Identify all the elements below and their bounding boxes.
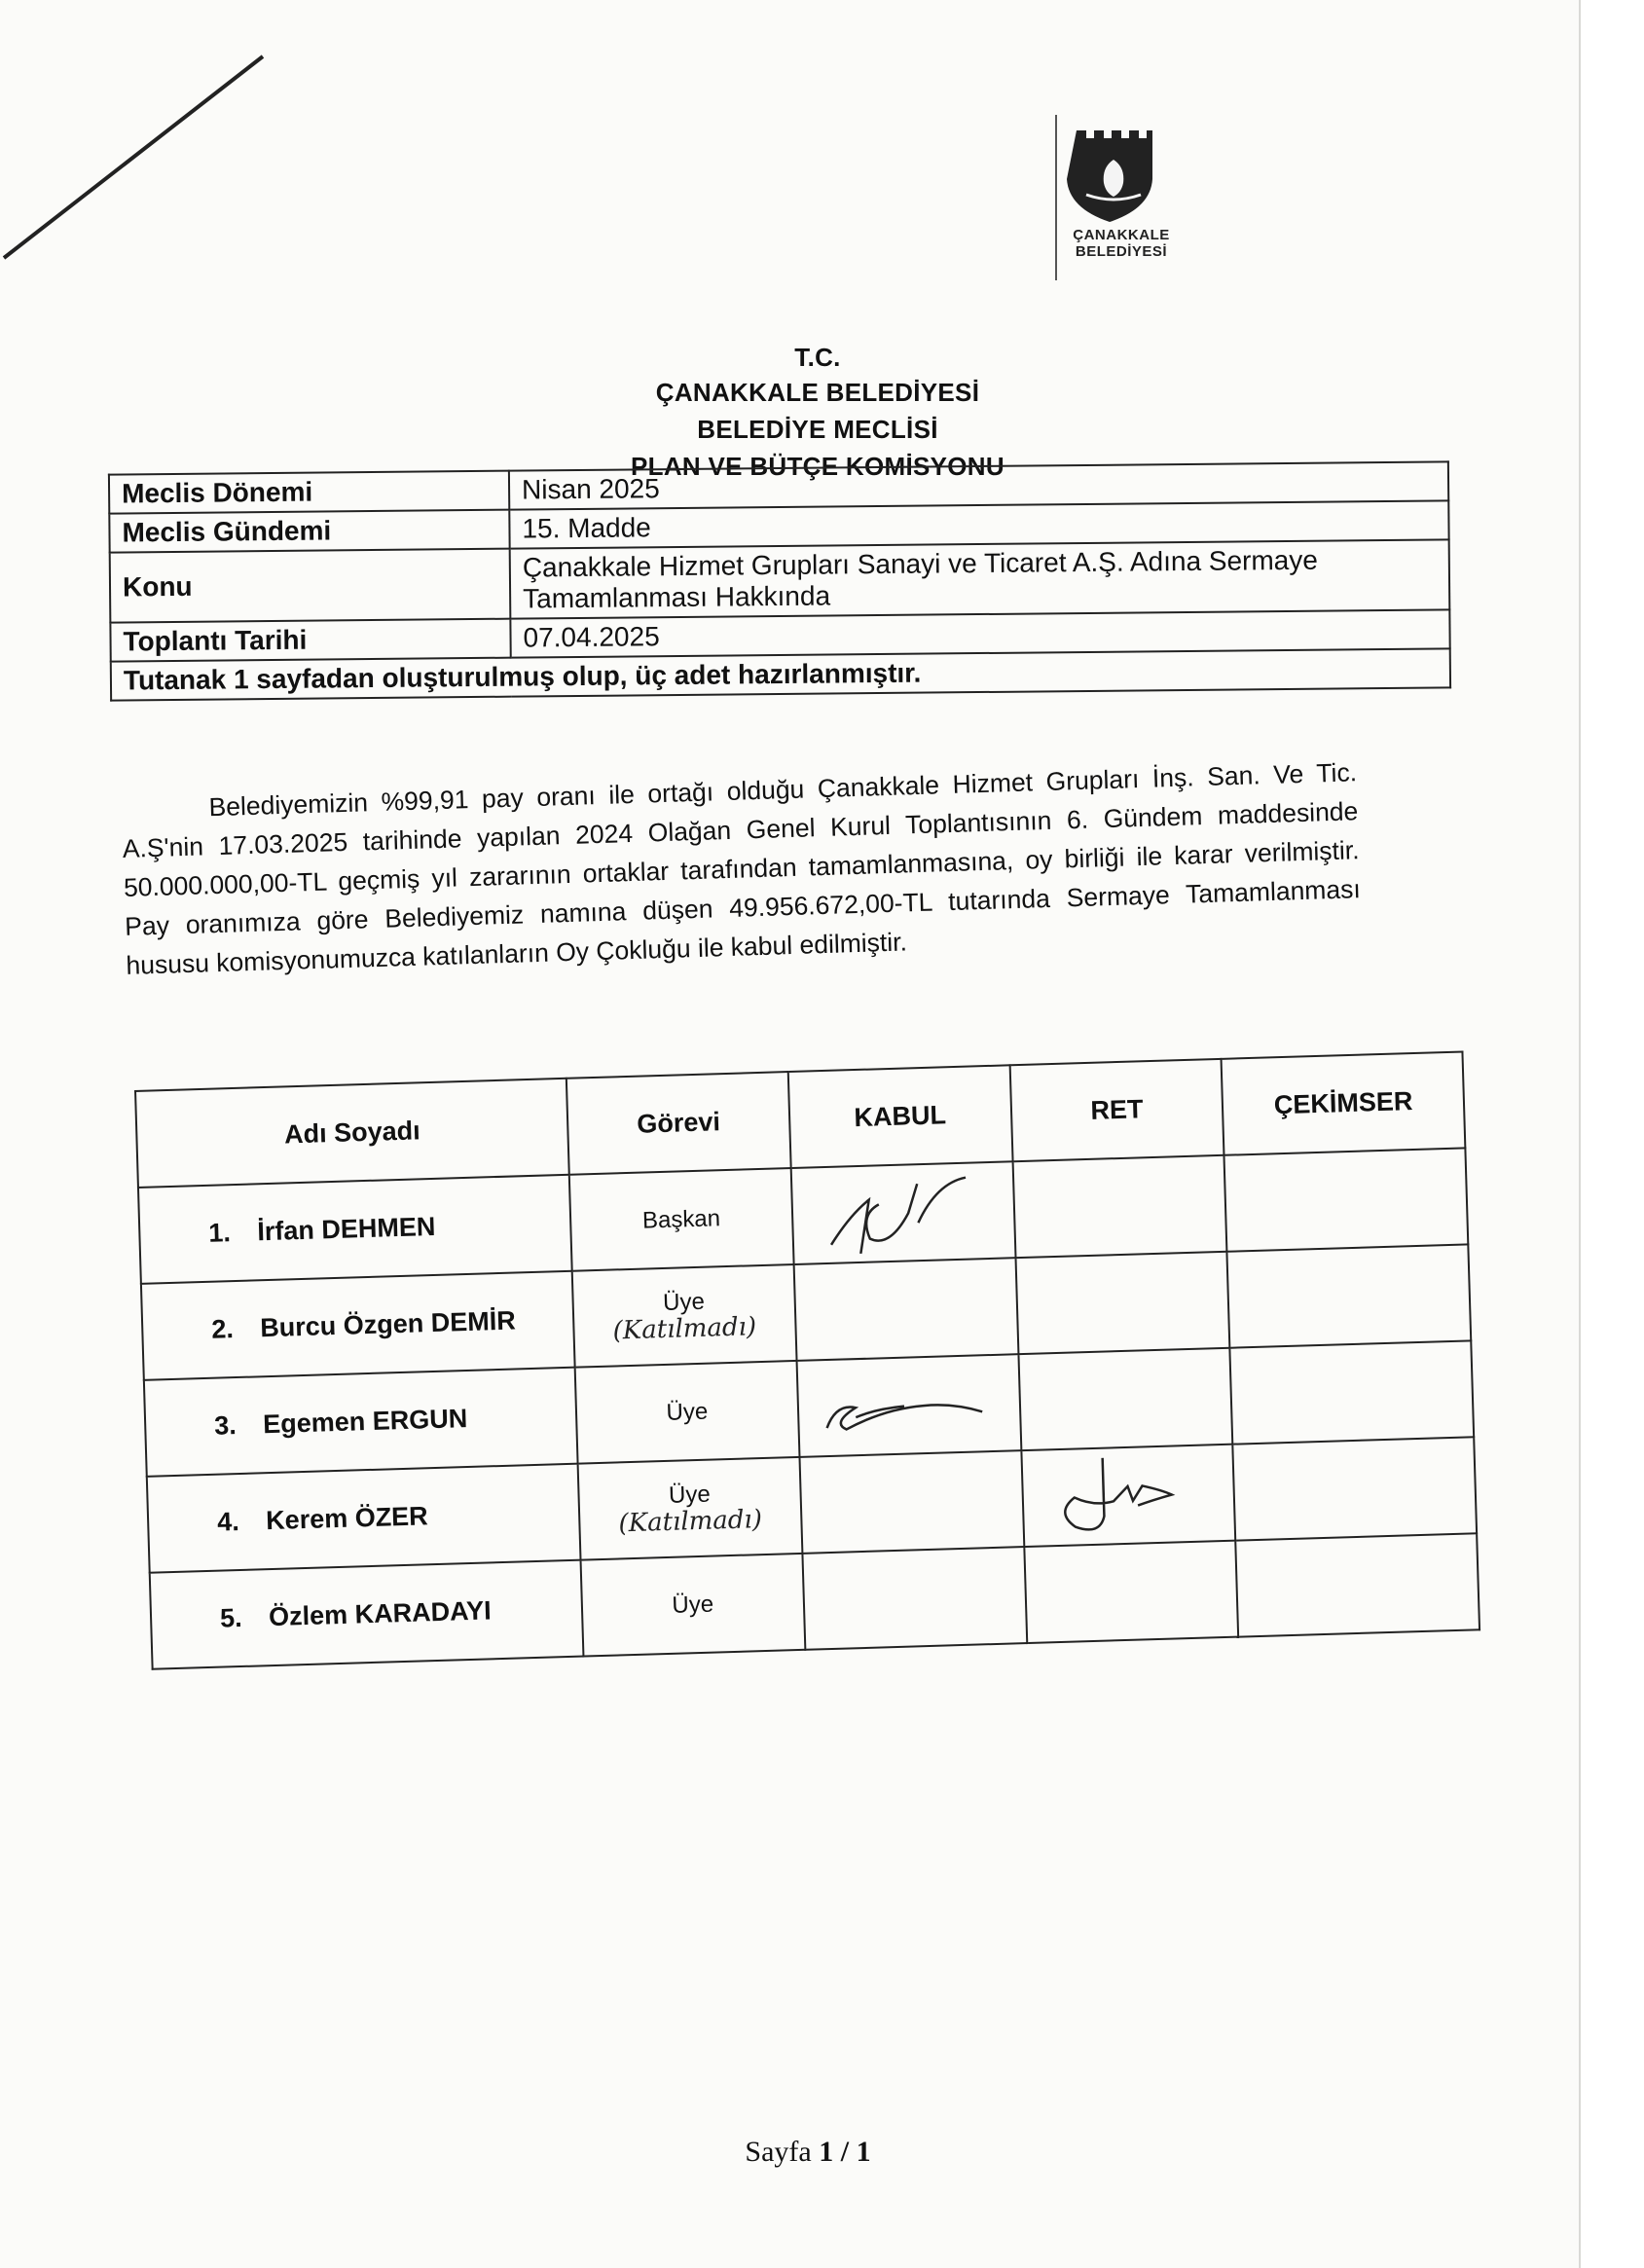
abstain-cell: [1233, 1437, 1477, 1540]
reject-cell: [1024, 1541, 1239, 1643]
scan-artifact-line: [0, 49, 282, 273]
col-abstain-header: ÇEKİMSER: [1222, 1052, 1465, 1155]
header-line-3: BELEDİYE MECLİSİ: [697, 415, 938, 444]
member-name: 5. Özlem KARADAYI: [150, 1560, 584, 1669]
member-name: 4. Kerem ÖZER: [147, 1464, 581, 1573]
reject-cell: [1018, 1348, 1233, 1450]
header-line-4: PLAN VE BÜTÇE KOMİSYONU: [631, 452, 1005, 481]
abstain-cell: [1227, 1244, 1471, 1347]
info-value: Çanakkale Hizmet Grupları Sanayi ve Ticaret A.Ş. Adına Sermaye Tamamlanması Hakkında: [510, 539, 1450, 618]
signature-mark: [1035, 1454, 1222, 1538]
abstain-cell: [1230, 1340, 1474, 1444]
info-key: Meclis Gündemi: [109, 510, 509, 553]
member-role: Üye (Katılmadı): [578, 1457, 803, 1560]
municipality-logo: [1051, 115, 1176, 282]
logo-text-line1: ÇANAKKALE: [1073, 227, 1170, 243]
abstain-cell: [1224, 1148, 1468, 1251]
info-value: 07.04.2025: [510, 609, 1449, 657]
accept-cell: [796, 1354, 1021, 1457]
castle-shield-icon: [1065, 121, 1162, 226]
decision-text: Belediyemizin %99,91 pay oranı ile ortağı olduğu Çanakkale Hizmet Grupları İnş. San. Ve Tic. A.Ş'nin 17.03.2025 tarihinde yapılan 2024 Olağan Genel Kurul Toplantısının 6. Gündem maddesinde 50.000.000,00-TL geçmiş yıl zararının ortaklar tarafından tamamlanmasına, oy birliği ile karar verilmiştir. Pay oranımıza göre Belediyemiz namına düşen 49.956.672,00-TL tutarında Sermaye Tamamlanması hususu komisyonumuzca katılanların Oy Çokluğu ile kabul edilmiştir.: [122, 757, 1362, 980]
meeting-info-table: [108, 460, 1451, 701]
col-name-header: Adı Soyadı: [135, 1079, 569, 1188]
page-label: Sayfa: [745, 2136, 812, 2168]
absence-note: (Katılmadı): [612, 1311, 757, 1346]
header-line-2: ÇANAKKALE BELEDİYESİ: [655, 378, 980, 407]
member-name: 3. Egemen ERGUN: [144, 1368, 578, 1477]
member-name: 1. İrfan DEHMEN: [138, 1175, 572, 1284]
signature-mark: [810, 1171, 997, 1255]
member-role: Üye: [581, 1554, 806, 1657]
accept-cell: [799, 1450, 1024, 1554]
reject-cell: [1021, 1445, 1236, 1547]
minutes-note: Tutanak 1 sayfadan oluşturulmuş olup, üç adet hazırlanmıştır.: [111, 648, 1450, 700]
abstain-cell: [1236, 1533, 1480, 1636]
info-key: Toplantı Tarihi: [110, 619, 510, 662]
reject-cell: [1012, 1155, 1227, 1258]
info-key: Meclis Dönemi: [109, 471, 509, 514]
info-row: [110, 539, 1450, 622]
vote-table: [134, 1050, 1480, 1669]
reject-cell: [1015, 1252, 1230, 1354]
info-value: 15. Madde: [509, 500, 1448, 548]
logo-text-line2: BELEDİYESİ: [1075, 243, 1168, 260]
decision-paragraph: [121, 752, 1363, 985]
member-role: Başkan: [569, 1168, 794, 1271]
col-reject-header: RET: [1009, 1059, 1224, 1161]
member-role: Üye (Katılmadı): [572, 1264, 797, 1368]
accept-cell: [793, 1258, 1018, 1361]
col-accept-header: KABUL: [787, 1065, 1012, 1168]
member-name: 2. Burcu Özgen DEMİR: [141, 1271, 575, 1380]
page-number: [681, 2136, 934, 2169]
info-key: Konu: [110, 549, 511, 623]
signature-mark: [815, 1364, 1002, 1447]
accept-cell: [802, 1547, 1027, 1650]
info-value: Nisan 2025: [509, 461, 1448, 509]
member-role: Üye: [575, 1361, 800, 1464]
page-count: 1 / 1: [819, 2136, 871, 2168]
absence-note: (Katılmadı): [618, 1504, 763, 1538]
col-role-header: Görevi: [566, 1072, 791, 1175]
header-line-1: T.C.: [794, 343, 841, 372]
accept-cell: [790, 1161, 1015, 1264]
